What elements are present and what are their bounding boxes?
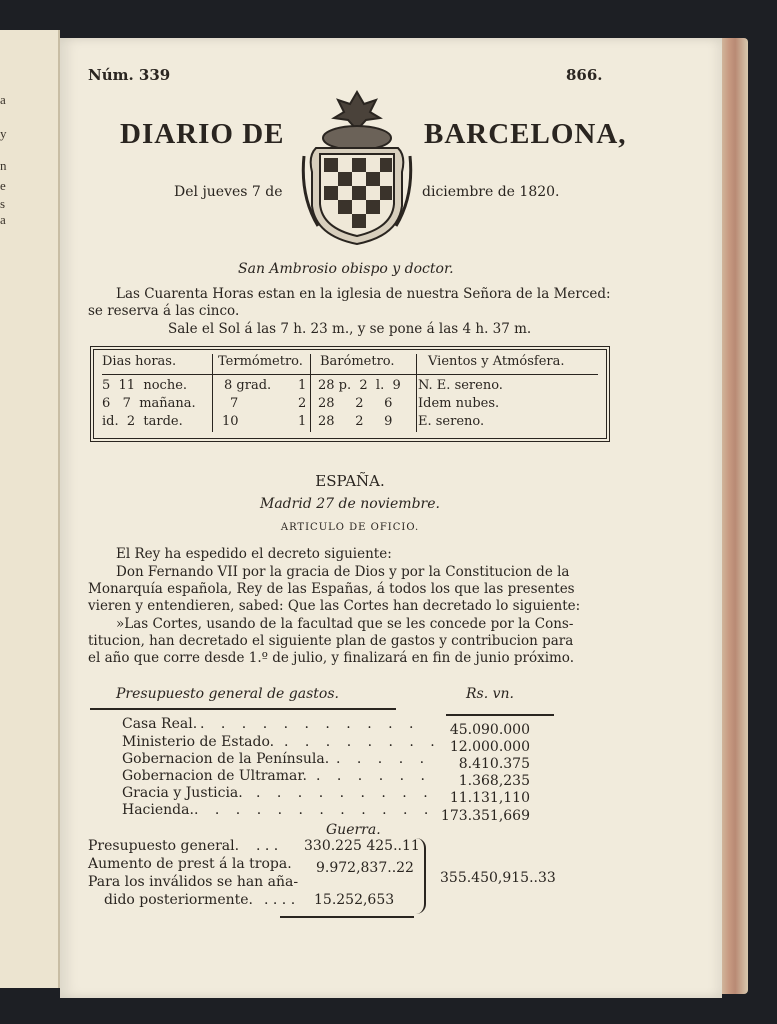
paragraph-line: titucion, han decretado el siguiente plan de gastos y contribucion para bbox=[88, 633, 574, 649]
weather-cell: 28 2 6 bbox=[318, 396, 393, 411]
budget-amount: 11.131,110 bbox=[449, 790, 530, 806]
saint-of-the-day: San Ambrosio obispo y doctor. bbox=[238, 261, 454, 277]
left-page-fragment: e bbox=[0, 178, 6, 193]
budget-label: Gobernacion de Ultramar. bbox=[122, 768, 307, 784]
weather-cell: 1 bbox=[298, 414, 307, 429]
budget-amount: 8.410.375 bbox=[458, 756, 530, 772]
weather-cell: 5 11 noche. bbox=[102, 378, 188, 393]
budget-label: Casa Real. bbox=[122, 716, 198, 732]
weather-cell: 28 p. 2 l. 9 bbox=[318, 378, 401, 393]
guerra-label-line: Para los inválidos se han aña- bbox=[88, 874, 299, 890]
budget-dots: . . . . . . bbox=[316, 768, 431, 784]
paragraph-line: El Rey ha espedido el decreto siguiente: bbox=[116, 546, 392, 562]
weather-row bbox=[94, 378, 606, 396]
weather-cell: 8 grad. bbox=[224, 378, 272, 393]
guerra-label-line: Presupuesto general. bbox=[88, 838, 240, 854]
left-page-fragment: a bbox=[0, 212, 6, 227]
weather-row bbox=[94, 396, 606, 414]
masthead-title-left: DIARIO DE bbox=[120, 118, 285, 150]
weather-cell: 6 7 mañana. bbox=[102, 396, 196, 411]
paragraph-line: el año que corre desde 1.º de julio, y finalizará en fin de junio próximo. bbox=[88, 650, 574, 666]
coat-of-arms-icon bbox=[298, 86, 416, 250]
budget-amount: 173.351,669 bbox=[440, 808, 530, 824]
guerra-amount: 330.225 425..11 bbox=[304, 838, 420, 854]
newspaper-page bbox=[60, 38, 722, 998]
paragraph-line: »Las Cortes, usando de la facultad que se les concede por la Cons- bbox=[116, 616, 574, 632]
guerra-amount: 15.252,653 bbox=[314, 892, 395, 908]
left-page-fragment: n bbox=[0, 158, 7, 173]
date-left: Del jueves 7 de bbox=[174, 184, 283, 200]
weather-row bbox=[94, 414, 606, 432]
weather-table bbox=[90, 346, 610, 442]
budget-currency: Rs. vn. bbox=[466, 686, 515, 702]
weather-cell: id. 2 tarde. bbox=[102, 414, 183, 429]
budget-dots: . . . . . . . . bbox=[284, 734, 441, 750]
issue-number: Núm. 339 bbox=[88, 66, 171, 84]
paragraph-line: Monarquía española, Rey de las Españas, á todos los que las presentes bbox=[88, 581, 575, 597]
budget-amount: 12.000.000 bbox=[449, 739, 530, 755]
weather-cell: Idem nubes. bbox=[418, 396, 500, 411]
weather-cell: 1 bbox=[298, 378, 307, 393]
guerra-dots: . . . . bbox=[264, 892, 296, 908]
weather-header: Dias horas. bbox=[102, 354, 177, 369]
masthead-title-right: BARCELONA, bbox=[424, 118, 627, 150]
weather-header: Termómetro. bbox=[218, 354, 303, 369]
intro-line: se reserva á las cinco. bbox=[88, 303, 240, 319]
paragraph-line: Don Fernando VII por la gracia de Dios y por la Constitucion de la bbox=[116, 564, 570, 580]
subheading: ARTICULO DE OFICIO. bbox=[280, 522, 420, 533]
weather-header: Barómetro. bbox=[320, 354, 395, 369]
rule bbox=[446, 714, 554, 716]
left-page-fragment: a bbox=[0, 92, 6, 107]
budget-amount: 1.368,235 bbox=[458, 773, 530, 789]
left-facing-page bbox=[0, 30, 60, 988]
budget-dots: . . . . . bbox=[336, 751, 431, 767]
section-heading: ESPAÑA. bbox=[315, 472, 385, 490]
paragraph-line: vieren y entendieren, sabed: Que las Cortes han decretado lo siguiente: bbox=[88, 598, 581, 614]
intro-line: Las Cuarenta Horas estan en la iglesia de nuestra Señora de la Merced: bbox=[116, 286, 611, 302]
date-right: diciembre de 1820. bbox=[422, 184, 560, 200]
budget-heading: Presupuesto general de gastos. bbox=[116, 686, 339, 702]
budget-amount: 45.090.000 bbox=[449, 722, 530, 738]
budget-label: Hacienda. bbox=[122, 802, 194, 818]
weather-cell: 7 bbox=[230, 396, 239, 411]
guerra-label-line: Aumento de prest á la tropa. bbox=[88, 856, 292, 872]
weather-cell: E. sereno. bbox=[418, 414, 485, 429]
sun-times: Sale el Sol á las 7 h. 23 m., y se pone á las 4 h. 37 m. bbox=[168, 321, 532, 337]
weather-cell: 28 2 9 bbox=[318, 414, 393, 429]
guerra-dots: . . . bbox=[256, 838, 279, 854]
dateline: Madrid 27 de noviembre. bbox=[260, 496, 440, 512]
budget-label: Ministerio de Estado. bbox=[122, 734, 275, 750]
weather-cell: N. E. sereno. bbox=[418, 378, 503, 393]
guerra-amount: 9.972,837..22 bbox=[316, 860, 414, 876]
weather-cell: 2 bbox=[298, 396, 307, 411]
brace bbox=[414, 838, 426, 914]
left-page-fragment: s bbox=[0, 196, 6, 211]
guerra-label-line: dido posteriormente. bbox=[104, 892, 253, 908]
page-number: 866. bbox=[566, 66, 603, 84]
weather-cell: 10 bbox=[222, 414, 239, 429]
weather-header: Vientos y Atmósfera. bbox=[428, 354, 565, 369]
left-page-fragment: y bbox=[0, 126, 7, 141]
rule bbox=[90, 708, 396, 710]
budget-dots: . . . . . . . . . bbox=[256, 785, 434, 801]
guerra-label: Guerra. bbox=[326, 822, 381, 838]
budget-dots: . . . . . . . . . . . bbox=[200, 716, 420, 732]
guerra-total: 355.450,915..33 bbox=[440, 870, 556, 886]
rule bbox=[280, 916, 414, 918]
budget-label: Gracia y Justicia. bbox=[122, 785, 243, 801]
budget-label: Gobernacion de la Península. bbox=[122, 751, 330, 767]
budget-dots: . . . . . . . . . . . . bbox=[194, 802, 435, 818]
